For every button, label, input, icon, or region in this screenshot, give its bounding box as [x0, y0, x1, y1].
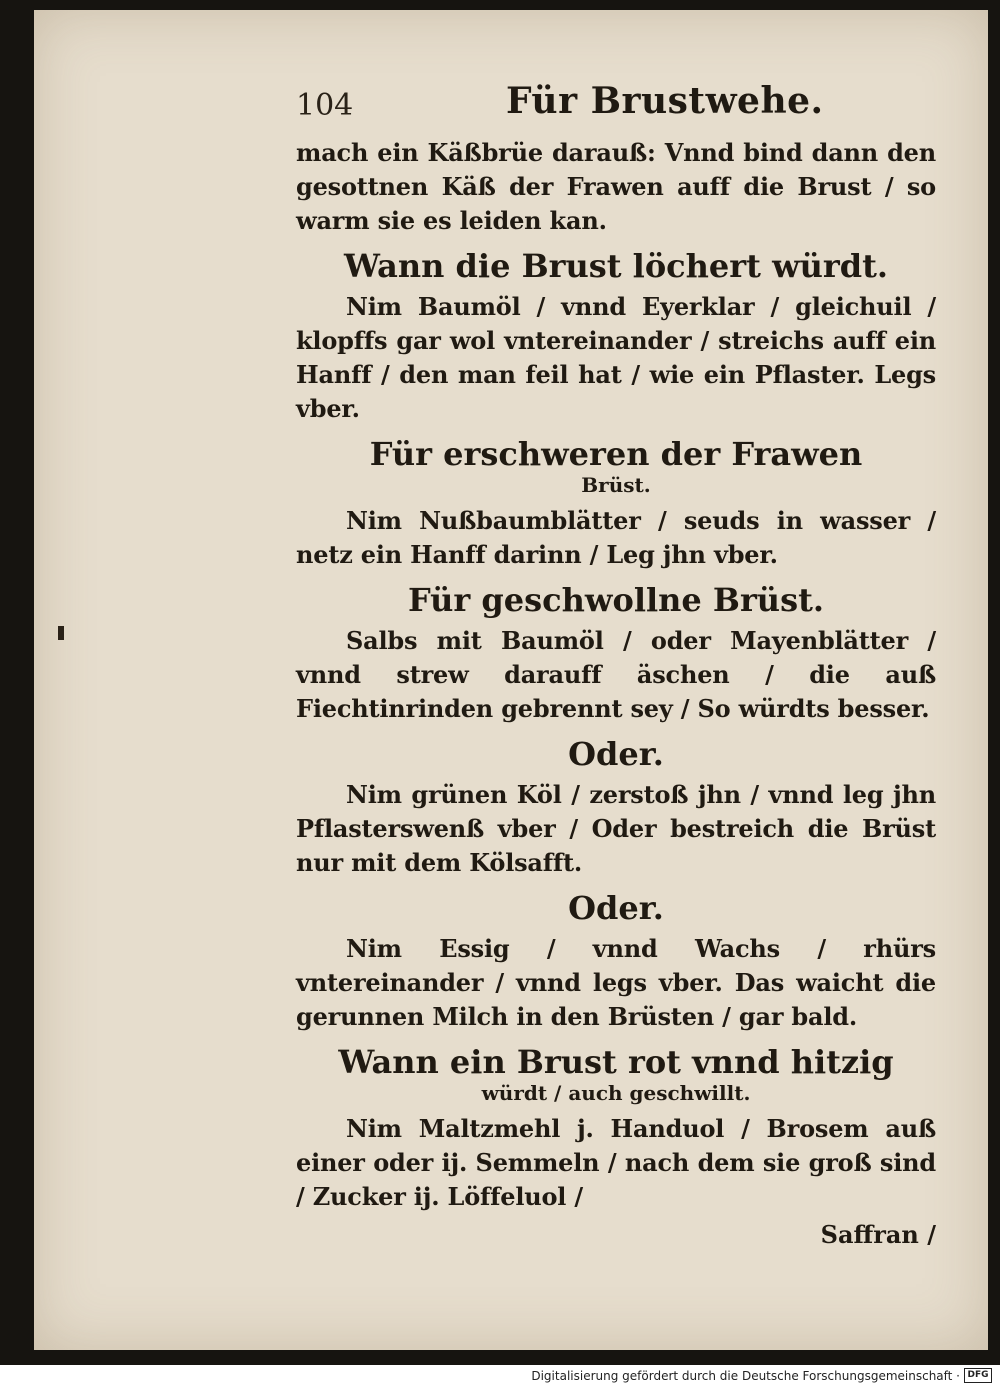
catchword: Saffran / [820, 1220, 936, 1249]
book-page [34, 10, 988, 1350]
heading-3: Für geschwollne Brüst. [408, 581, 824, 619]
dfg-logo-icon: DFG [964, 1368, 992, 1383]
heading-6: Wann ein Brust rot vnnd hitzig [338, 1043, 894, 1081]
paragraph-7: Nim Maltzmehl j. Handuol / Brosem auß einer oder ij. Semmeln / nach dem sie groß sind / Zucker ij. Löffeluol / [296, 1114, 936, 1211]
heading-4: Oder. [568, 735, 664, 773]
heading-2: Für erschweren der Frawen [369, 435, 863, 473]
heading-5: Oder. [568, 889, 664, 927]
paragraph-4: Salbs mit Baumöl / oder Mayenblätter / vnnd strew darauff äschen / die auß Fiechtinrinden gebrennt sey / So würdts besser. [296, 626, 936, 723]
paragraph-6: Nim Essig / vnnd Wachs / rhürs vntereinander / vnnd legs vber. Das waicht die gerunnen Milch in den Brüsten / gar bald. [296, 934, 936, 1031]
heading-1: Wann die Brust löchert würdt. [343, 247, 889, 285]
page-header [296, 80, 976, 136]
paragraph-3: Nim Nußbaumblätter / seuds in wasser / netz ein Hanff darinn / Leg jhn vber. [296, 506, 936, 569]
margin-mark [58, 626, 64, 640]
footer-bar [0, 1365, 1000, 1387]
heading-2-sub: Brüst. [581, 473, 651, 497]
paragraph-2: Nim Baumöl / vnnd Eyerklar / gleichuil / klopffs gar wol vntereinander / streichs auff ein Hanff / den man feil hat / wie ein Pflaster. Legs vber. [296, 292, 936, 423]
heading-6-sub: würdt / auch geschwillt. [481, 1081, 751, 1105]
paragraph-5: Nim grünen Köl / zerstoß jhn / vnnd leg jhn Pflasterswenß vber / Oder bestreich die Brüst nur mit dem Kölsafft. [296, 780, 936, 877]
page-number: 104 [296, 88, 354, 123]
funding-note: Digitalisierung gefördert durch die Deutsche Forschungsgemeinschaft · [531, 1369, 960, 1383]
running-title: Für Brustwehe. [506, 80, 824, 122]
paragraph-1: mach ein Käßbrüe darauß: Vnnd bind dann den gesottnen Käß der Frawen auff die Brust / so warm sie es leiden kan. [296, 138, 936, 235]
page-text-block [296, 80, 976, 1249]
